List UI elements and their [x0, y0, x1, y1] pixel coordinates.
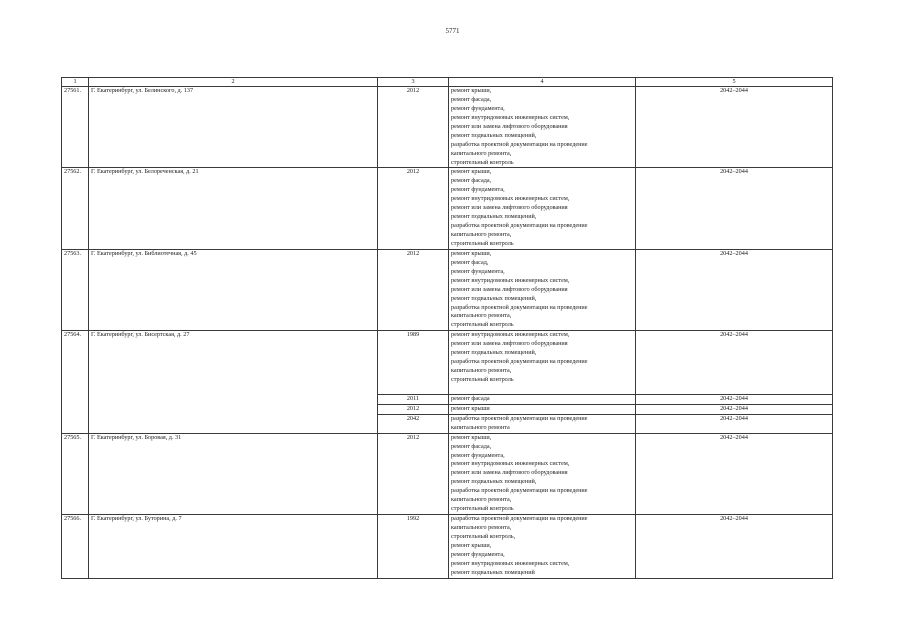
record-number: 27564.: [62, 331, 89, 433]
record-number: 27563.: [62, 249, 89, 330]
repair-works-list: [449, 331, 636, 395]
planned-period: 2042–2044: [636, 414, 833, 433]
repair-work-item: ремонт подвальных помещений,: [451, 131, 537, 139]
repair-work-item: разработка проектной документации на проведение: [451, 140, 588, 148]
planned-period: 2042–2044: [636, 331, 833, 395]
repair-work-item: ремонт крыши: [451, 404, 490, 412]
repair-work-item: ремонт подвальных помещений,: [451, 349, 537, 357]
repair-work-item: ремонт фасада,: [451, 442, 492, 450]
repair-work-item: ремонт подвальных помещений,: [451, 213, 537, 221]
building-address: Г. Екатеринбург, ул. Боровая, д. 31: [89, 433, 378, 514]
repair-work-item: ремонт фасада: [451, 394, 490, 402]
page-number: 5771: [445, 27, 460, 35]
repair-work-item: ремонт фундамента,: [451, 267, 505, 275]
last-repair-year: 2011: [378, 394, 449, 404]
repair-work-item: ремонт подвальных помещений,: [451, 478, 537, 486]
repair-work-item: [451, 385, 633, 394]
repair-work-item: ремонт внутридомовых инженерных систем,: [451, 276, 570, 284]
planned-period: 2042–2044: [636, 87, 833, 168]
repair-work-item: разработка проектной документации на проведение: [451, 414, 588, 422]
repair-work-item: разработка проектной документации на проведение: [451, 358, 588, 366]
table-row: [62, 331, 833, 395]
record-number: 27562.: [62, 168, 89, 249]
repair-work-item: разработка проектной документации на проведение: [451, 222, 588, 230]
building-address: Г. Екатеринбург, ул. Бисертская, д. 27: [89, 331, 378, 433]
building-address: Г. Екатеринбург, ул. Библиотечная, д. 45: [89, 249, 378, 330]
planned-period: 2042–2044: [636, 394, 833, 404]
repair-work-item: ремонт фундамента,: [451, 451, 505, 459]
planned-period: 2042–2044: [636, 515, 833, 579]
table-row: [62, 87, 833, 168]
repair-work-item: ремонт крыши,: [451, 541, 492, 549]
repair-work-item: строительный контроль: [451, 376, 514, 383]
repair-work-item: ремонт фундамента,: [451, 104, 505, 112]
repair-work-item: ремонт крыши,: [451, 249, 492, 257]
repair-work-item: ремонт внутридомовых инженерных систем,: [451, 460, 570, 468]
repair-work-item: ремонт фасада,: [451, 95, 492, 103]
repair-work-item: строительный контроль: [451, 505, 514, 513]
column-3-header: 3: [378, 78, 449, 87]
repair-work-item: строительный контроль: [451, 158, 514, 166]
last-repair-year: 1989: [378, 331, 449, 395]
repair-works-list: [449, 249, 636, 330]
capital-repair-table: [61, 77, 833, 579]
record-number: 27561.: [62, 87, 89, 168]
repair-work-item: ремонт внутридомовых инженерных систем,: [451, 331, 570, 339]
repair-work-item: ремонт крыши,: [451, 168, 492, 176]
repair-work-item: капитального ремонта,: [451, 231, 512, 238]
repair-work-item: строительный контроль: [451, 239, 514, 247]
repair-work-item: ремонт внутридомовых инженерных систем,: [451, 113, 570, 121]
building-address: Г. Екатеринбург, ул. Белинского, д. 137: [89, 87, 378, 168]
repair-work-item: ремонт подвальных помещений,: [451, 294, 537, 302]
table-row: [62, 515, 833, 579]
repair-work-item: разработка проектной документации на проведение: [451, 515, 588, 523]
repair-work-item: капитального ремонта,: [451, 312, 512, 320]
table-body: [62, 87, 833, 579]
repair-work-item: ремонт внутридомовых инженерных систем,: [451, 559, 570, 567]
table-row: [62, 433, 833, 514]
repair-work-item: ремонт подвальных помещений: [451, 568, 535, 576]
repair-work-item: строительный контроль: [451, 321, 514, 329]
last-repair-year: 2042: [378, 414, 449, 433]
column-2-header: 2: [89, 78, 378, 87]
repair-work-item: ремонт внутридомовых инженерных систем,: [451, 195, 570, 203]
repair-work-item: разработка проектной документации на проведение: [451, 303, 588, 311]
repair-works-list: [449, 168, 636, 249]
repair-work-item: ремонт фундамента,: [451, 550, 505, 558]
repair-work-item: ремонт крыши,: [451, 87, 492, 94]
last-repair-year: 2012: [378, 168, 449, 249]
repair-work-item: ремонт фасад,: [451, 258, 489, 266]
last-repair-year: 2012: [378, 433, 449, 514]
last-repair-year: 1992: [378, 515, 449, 579]
repair-works-list: [449, 87, 636, 168]
repair-work-item: ремонт фундамента,: [451, 186, 505, 194]
last-repair-year: 2012: [378, 249, 449, 330]
record-number: 27566.: [62, 515, 89, 579]
last-repair-year: 2012: [378, 87, 449, 168]
repair-work-item: строительный контроль,: [451, 532, 516, 540]
repair-work-item: разработка проектной документации на проведение: [451, 487, 588, 495]
repair-work-item: ремонт или замена лифтового оборудования: [451, 340, 568, 348]
repair-work-item: ремонт или замена лифтового оборудования: [451, 122, 568, 130]
repair-works-list: [449, 394, 636, 404]
building-address: Г. Екатеринбург, ул. Белореченская, д. 21: [89, 168, 378, 249]
planned-period: 2042–2044: [636, 433, 833, 514]
repair-work-item: капитального ремонта,: [451, 367, 512, 375]
repair-work-item: ремонт фасада,: [451, 177, 492, 185]
planned-period: 2042–2044: [636, 404, 833, 414]
repair-works-list: [449, 433, 636, 514]
repair-works-list: [449, 414, 636, 433]
planned-period: 2042–2044: [636, 168, 833, 249]
column-4-header: 4: [449, 78, 636, 87]
table-row: [62, 249, 833, 330]
repair-work-item: ремонт или замена лифтового оборудования: [451, 469, 568, 477]
repair-works-list: [449, 404, 636, 414]
column-number-header-row: [62, 78, 833, 87]
repair-work-item: капитального ремонта,: [451, 149, 512, 157]
column-1-header: 1: [62, 78, 89, 87]
repair-work-item: ремонт крыши,: [451, 433, 492, 441]
repair-works-list: [449, 515, 636, 579]
planned-period: 2042–2044: [636, 249, 833, 330]
column-5-header: 5: [636, 78, 833, 87]
repair-work-item: капитального ремонта,: [451, 496, 512, 504]
building-address: Г. Екатеринбург, ул. Буторина, д. 7: [89, 515, 378, 579]
repair-work-item: ремонт или замена лифтового оборудования: [451, 285, 568, 293]
last-repair-year: 2012: [378, 404, 449, 414]
record-number: 27565.: [62, 433, 89, 514]
repair-work-item: капитального ремонта,: [451, 524, 512, 532]
table-row: [62, 168, 833, 249]
repair-work-item: ремонт или замена лифтового оборудования: [451, 204, 568, 212]
repair-work-item: капитального ремонта: [451, 423, 510, 431]
